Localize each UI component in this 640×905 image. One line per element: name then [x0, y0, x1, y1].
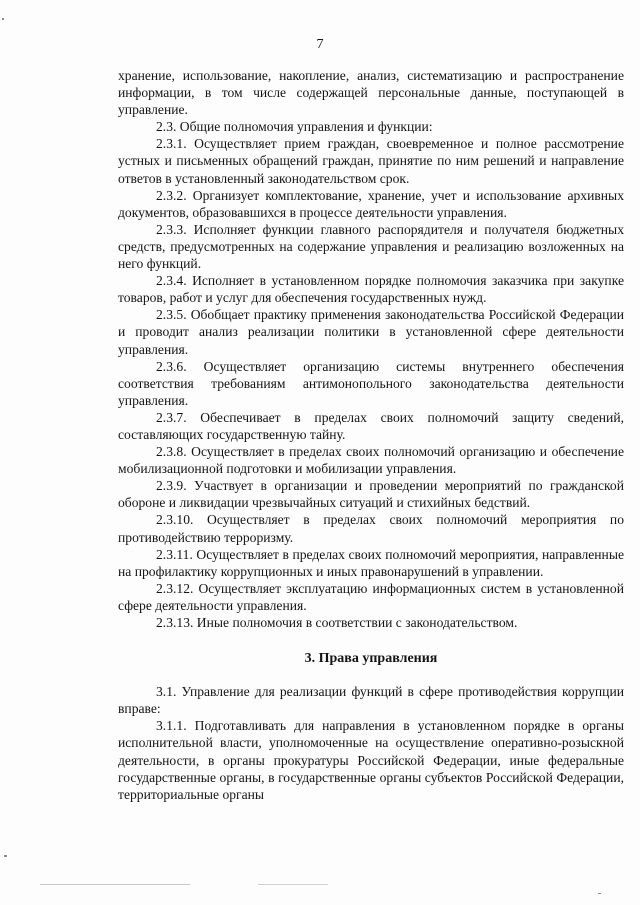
scan-speck: [4, 855, 7, 857]
scan-edge-line: [40, 884, 190, 885]
paragraph-continuation: хранение, использование, накопление, анализ, систематизацию и распространение информации, в том числе содержащей персональные данные, поступающей в управление.: [118, 68, 624, 118]
paragraph-2-3-3: 2.3.3. Исполняет функции главного распорядителя и получателя бюджетных средств, предусмотренных на содержание управления и реализацию возложенных на него функций.: [118, 221, 624, 272]
paragraph-2-3-2: 2.3.2. Организует комплектование, хранение, учет и использование архивных документов, образовавшихся в процессе деятельности управления.: [118, 187, 624, 220]
paragraph-2-3-7: 2.3.7. Обеспечивает в пределах своих полномочий защиту сведений, составляющих государственную тайну.: [118, 409, 624, 442]
paragraph-2-3-8: 2.3.8. Осуществляет в пределах своих полномочий организацию и обеспечение мобилизационной подготовки и мобилизации управления.: [118, 444, 624, 477]
paragraph-2-3-12: 2.3.12. Осуществляет эксплуатацию информационных систем в установленной сфере деятельности управления.: [118, 580, 624, 613]
paragraph-2-3-13: 2.3.13. Иные полномочия в соответствии с законодательством.: [156, 615, 518, 630]
paragraph-2-3-11: 2.3.11. Осуществляет в пределах своих полномочий мероприятия, направленные на профилактику коррупционных и иных правонарушений в управлении.: [118, 546, 624, 579]
scan-edge-line: [258, 884, 328, 885]
paragraph-2-3: 2.3. Общие полномочия управления и функции:: [156, 119, 433, 135]
paragraph-2-3-6: 2.3.6. Осуществляет организацию системы внутреннего обеспечения соответствия требованиям антимонопольного законодательства деятельности управления.: [118, 358, 624, 408]
paragraph-3-1: 3.1. Управление для реализации функций в сфере противодействия коррупции вправе:: [118, 684, 624, 717]
page-number: 7: [316, 37, 324, 52]
paragraph-2-3-10: 2.3.10. Осуществляет в пределах своих полномочий мероприятия по противодействию терроризму.: [118, 512, 624, 545]
paragraph-3-1-1: 3.1.1. Подготавливать для направления в установленном порядке в органы исполнительной власти, уполномоченные на осуществление оперативно-розыскной деятельности, в органы прокуратуры Российской Федерации, иные федеральные государственные органы, в государственные органы субъектов Российской Федерации, территориальные органы: [118, 718, 624, 802]
scan-speck: [2, 18, 4, 20]
document-body: [118, 67, 624, 803]
paragraph-2-3-9: 2.3.9. Участвует в организации и проведении мероприятий по гражданской обороне и ликвидации чрезвычайных ситуаций и стихийных бедствий.: [118, 478, 624, 511]
paragraph-2-3-1: 2.3.1. Осуществляет прием граждан, своевременное и полное рассмотрение устных и письменных обращений граждан, принятие по ним решений и направление ответов в установленный законодательством срок.: [118, 136, 624, 186]
scan-speck: [598, 893, 601, 894]
section-heading: 3. Права управления: [304, 651, 438, 667]
paragraph-2-3-4: 2.3.4. Исполняет в установленном порядке полномочия заказчика при закупке товаров, работ и услуг для обеспечения государственных нужд.: [118, 273, 624, 306]
paragraph-2-3-5: 2.3.5. Обобщает практику применения законодательства Российской Федерации и проводит анализ реализации политики в установленной сфере деятельности управления.: [118, 307, 624, 357]
